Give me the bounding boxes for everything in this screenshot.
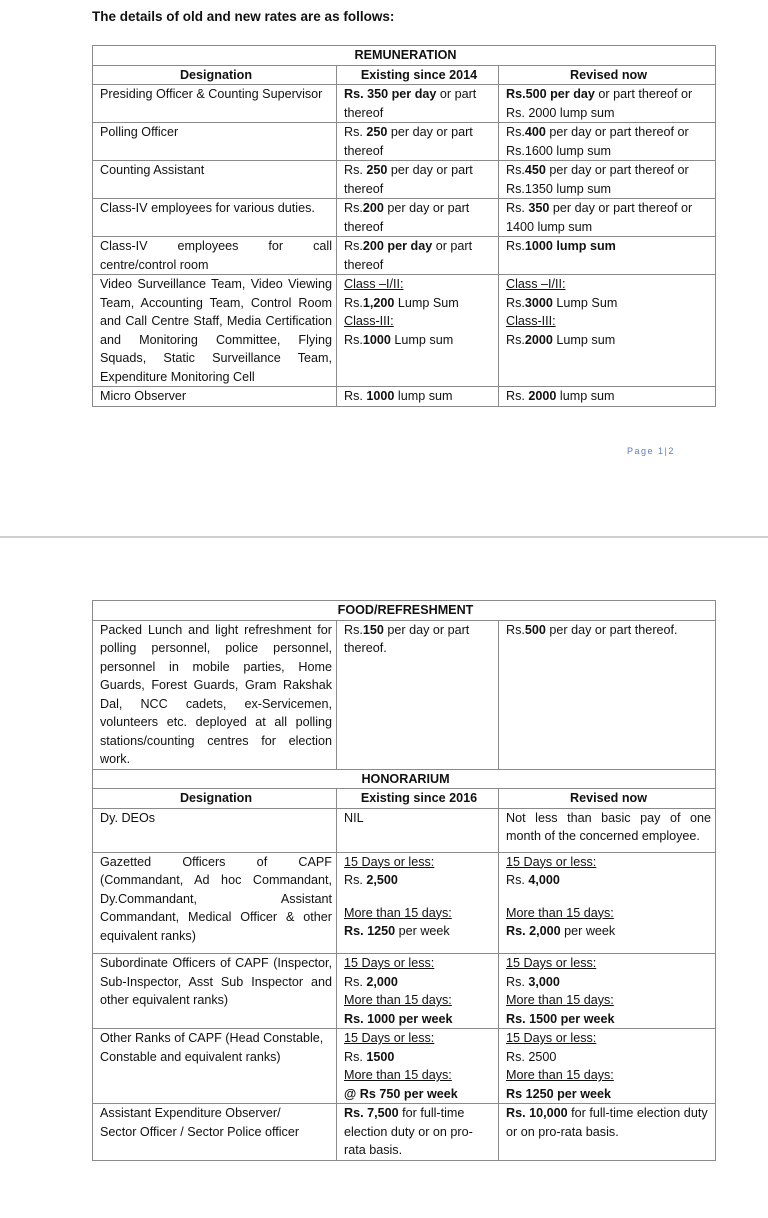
rate-text: for full-time election duty or on pro-rata basis. <box>506 1106 708 1139</box>
rate-text: or part thereof <box>344 239 473 272</box>
rate-prefix: Rs. <box>344 974 367 989</box>
rate-prefix: Rs. <box>344 332 363 347</box>
designation-cell: Class-IV employees for call centre/control room <box>93 237 337 275</box>
designation-line: Assistant Expenditure Observer/ <box>100 1106 281 1120</box>
rate-amount: 200 per day <box>362 239 433 253</box>
duration-amount <box>344 1048 494 1067</box>
rate-prefix: Rs. <box>344 1049 367 1064</box>
class-label: Class –I/II: <box>506 277 566 291</box>
section-title-food: FOOD/REFRESHMENT <box>93 601 716 621</box>
designation-cell: Counting Assistant <box>93 161 337 199</box>
rate-text: for full-time election duty or on pro-rata basis. <box>344 1106 473 1157</box>
remuneration-table <box>92 45 716 407</box>
rate-text: per day or part thereof or 1400 lump sum <box>506 201 693 234</box>
duration-amount <box>344 922 494 941</box>
rate-prefix: Rs. <box>344 389 367 403</box>
duration-label: More than 15 days: <box>344 905 452 920</box>
existing-rate-cell <box>337 620 499 769</box>
designation-cell <box>93 852 337 954</box>
class-amount <box>506 294 711 313</box>
table-row <box>93 123 716 161</box>
rate-text: per day or part thereof or Rs.1350 lump sum <box>506 163 689 196</box>
revised-rate-cell <box>499 1104 716 1161</box>
rate-text: Lump sum <box>390 332 454 347</box>
header-designation: Designation <box>93 65 337 85</box>
revised-rate-cell <box>499 85 716 123</box>
designation-cell: Presiding Officer & Counting Supervisor <box>93 85 337 123</box>
rate-prefix: Rs. <box>506 389 529 403</box>
designation-cell: Video Surveillance Team, Video Viewing Team, Accounting Team, Control Room and Call Centre Staff, Media Certification and Monitoring Committee, Flying Squads, Static Surveillance Team, Expenditure Monitoring Cell <box>93 275 337 387</box>
existing-rate-cell <box>337 275 499 387</box>
section-header-row <box>93 46 716 66</box>
rate-text: Lump Sum <box>394 295 459 310</box>
rate-prefix: Rs. <box>344 201 363 215</box>
duration-amount: Rs 1250 per week <box>506 1086 612 1101</box>
duration-label: 15 Days or less: <box>506 1031 597 1045</box>
revised-rate-cell <box>499 199 716 237</box>
designation-cell: Packed Lunch and light refreshment for polling personnel, police personnel, personnel in mobile parties, Home Guards, Forest Guards, Gram Rakshak Dal, NCC cadets, ex-Servicemen, volunteers etc. deployed at all polling stations/counting centres for election work. <box>93 620 337 769</box>
rate-amount: Rs.500 per day <box>506 87 595 101</box>
duration-amount: Rs. 1000 per week <box>344 1011 453 1026</box>
rate-prefix: Rs. <box>344 239 363 253</box>
table-row <box>93 1029 716 1104</box>
duration-amount <box>506 1048 711 1067</box>
rate-amount: 2,000 <box>366 974 398 989</box>
section-title-remuneration: REMUNERATION <box>93 46 716 66</box>
rate-prefix: Rs. <box>506 295 525 310</box>
rate-prefix: Rs. <box>506 974 529 989</box>
table-row <box>93 1104 716 1161</box>
rate-text: per week <box>395 924 450 938</box>
class-amount <box>344 294 494 313</box>
revised-rate-cell <box>499 237 716 275</box>
rate-text: per day or part thereof. <box>344 622 470 655</box>
rate-prefix: Rs. <box>506 332 525 347</box>
existing-rate-cell <box>337 387 499 407</box>
table-row <box>93 852 716 954</box>
rate-amount: 350 <box>528 201 550 215</box>
table-row <box>93 161 716 199</box>
existing-rate-cell <box>337 954 499 1029</box>
duration-amount <box>344 871 494 890</box>
rate-prefix: Rs. <box>506 239 525 253</box>
rate-text: per day or part thereof <box>344 125 473 158</box>
revised-rate-cell <box>499 275 716 387</box>
table-row <box>93 387 716 407</box>
designation-cell: Polling Officer <box>93 123 337 161</box>
existing-rate-cell <box>337 1104 499 1161</box>
rate-prefix: Rs. <box>506 622 525 637</box>
table-row <box>93 85 716 123</box>
rate-amount: Rs. 7,500 <box>344 1106 399 1120</box>
rate-text: per day or part thereof <box>344 163 473 196</box>
class-label: Class-III: <box>344 314 394 328</box>
rate-prefix: Rs. <box>344 163 367 177</box>
duration-label: More than 15 days: <box>506 1068 614 1082</box>
designation-text: Gazetted Officers of CAPF (Commandant, Ad hoc Commandant, Dy.Commandant, Assistant Commandant, Medical Officer & other equivalent ranks) <box>100 854 332 943</box>
designation-line: Sector Officer / Sector Police officer <box>100 1124 300 1139</box>
revised-rate-cell <box>499 161 716 199</box>
column-header-row <box>93 789 716 809</box>
rate-prefix: Rs. <box>506 201 529 215</box>
header-revised: Revised now <box>499 65 716 85</box>
rate-prefix: Rs. <box>506 125 525 139</box>
rate-text: per week <box>560 924 616 938</box>
duration-label: 15 Days or less: <box>506 854 597 869</box>
rate-amount: 1000 <box>366 389 395 403</box>
section-header-row <box>93 769 716 789</box>
rate-amount: 3,000 <box>528 974 560 989</box>
rate-amount: 1000 lump sum <box>524 239 616 253</box>
rate-text: lump sum <box>556 389 615 403</box>
class-label: Class-III: <box>506 314 556 328</box>
rate-amount: 200 <box>362 201 384 215</box>
revised-rate-cell <box>499 123 716 161</box>
document-title: The details of old and new rates are as follows: <box>92 9 395 24</box>
column-header-row <box>93 65 716 85</box>
rate-prefix: Rs. <box>506 873 529 887</box>
designation-cell: Dy. DEOs <box>93 808 337 852</box>
revised-rate-cell <box>499 852 716 954</box>
section-title-honorarium: HONORARIUM <box>93 769 716 789</box>
rate-amount: 4,000 <box>528 873 560 887</box>
rate-amount: 450 <box>524 163 546 177</box>
rate-amount: Rs. 1250 <box>344 924 396 938</box>
duration-label: More than 15 days: <box>344 1068 452 1082</box>
duration-label: 15 Days or less: <box>344 1031 435 1045</box>
table-row <box>93 275 716 387</box>
rate-amount: 250 <box>366 163 388 177</box>
section-header-row <box>93 601 716 621</box>
duration-amount: @ Rs 750 per week <box>344 1086 458 1101</box>
header-designation: Designation <box>93 789 337 809</box>
duration-label: More than 15 days: <box>506 993 614 1007</box>
revised-rate-cell <box>499 808 716 852</box>
class-amount <box>344 331 494 350</box>
rate-text: or part thereof <box>344 87 477 120</box>
table-row <box>93 620 716 769</box>
revised-rate-cell <box>499 620 716 769</box>
table-row <box>93 199 716 237</box>
rate-prefix: Rs. <box>506 163 525 177</box>
existing-rate-cell <box>337 199 499 237</box>
rate-prefix: Rs. <box>344 125 367 139</box>
rate-text: Lump sum <box>552 332 616 347</box>
rate-amount: 500 <box>524 622 546 637</box>
page-divider <box>0 536 768 538</box>
class-amount <box>506 331 711 350</box>
designation-cell: Micro Observer <box>93 387 337 407</box>
rate-text: per day or part thereof or Rs.1600 lump sum <box>506 125 689 158</box>
header-existing: Existing since 2014 <box>337 65 499 85</box>
class-label: Class –I/II: <box>344 277 404 291</box>
duration-amount <box>506 871 711 890</box>
rate-prefix: Rs. <box>344 622 363 637</box>
existing-rate-cell <box>337 1029 499 1104</box>
rate-amount: 1500 <box>366 1049 395 1064</box>
rate-amount: 2,500 <box>366 873 398 887</box>
rate-amount: 2000 <box>524 332 553 347</box>
rate-amount: 250 <box>366 125 388 139</box>
table-row <box>93 237 716 275</box>
duration-amount <box>344 973 494 992</box>
rate-amount: 2500 <box>528 1049 557 1064</box>
header-existing: Existing since 2016 <box>337 789 499 809</box>
duration-amount: Rs. 1500 per week <box>506 1011 615 1026</box>
rate-amount: 2000 <box>528 389 557 403</box>
duration-label: 15 Days or less: <box>344 956 435 970</box>
rate-amount: 150 <box>362 622 384 637</box>
rate-text: Lump Sum <box>552 295 618 310</box>
duration-label: 15 Days or less: <box>506 956 597 970</box>
rate-amount: Rs. 2,000 <box>506 924 561 938</box>
existing-rate-cell: NIL <box>337 808 499 852</box>
table-row <box>93 808 716 852</box>
page-number: Page 1|2 <box>627 446 675 456</box>
duration-label: More than 15 days: <box>344 993 452 1007</box>
duration-label: 15 Days or less: <box>344 854 435 869</box>
rate-amount: Rs. 350 per day <box>344 87 437 101</box>
rate-text: per day or part thereof <box>344 201 470 234</box>
rate-text: or part thereof or Rs. 2000 lump sum <box>506 87 693 120</box>
designation-cell <box>93 1104 337 1161</box>
duration-label: More than 15 days: <box>506 905 614 920</box>
revised-rate-cell <box>499 1029 716 1104</box>
rate-text: lump sum <box>394 389 453 403</box>
existing-rate-cell <box>337 161 499 199</box>
designation-cell: Other Ranks of CAPF (Head Constable, Constable and equivalent ranks) <box>93 1029 337 1104</box>
food-honorarium-table <box>92 600 716 1161</box>
rate-amount: 1000 <box>362 332 391 347</box>
header-revised: Revised now <box>499 789 716 809</box>
rate-prefix: Rs. <box>506 1049 529 1064</box>
rate-text: Not less than basic pay of one month of the concerned employee. <box>506 810 712 843</box>
designation-cell: Subordinate Officers of CAPF (Inspector, Sub-Inspector, Asst Sub Inspector and other equivalent ranks) <box>93 954 337 1029</box>
existing-rate-cell <box>337 237 499 275</box>
rate-amount: Rs. 10,000 <box>506 1106 568 1120</box>
revised-rate-cell <box>499 387 716 407</box>
rate-amount: 3000 <box>524 295 553 310</box>
rate-amount: 1,200 <box>362 295 395 310</box>
existing-rate-cell <box>337 123 499 161</box>
rate-prefix: Rs. <box>344 295 363 310</box>
rate-prefix: Rs. <box>344 873 367 887</box>
existing-rate-cell <box>337 85 499 123</box>
designation-cell: Class-IV employees for various duties. <box>93 199 337 237</box>
rate-text: per day or part thereof. <box>545 622 678 637</box>
duration-amount <box>506 922 711 941</box>
existing-rate-cell <box>337 852 499 954</box>
revised-rate-cell <box>499 954 716 1029</box>
duration-amount <box>506 973 711 992</box>
table-row <box>93 954 716 1029</box>
rate-amount: 400 <box>524 125 546 139</box>
